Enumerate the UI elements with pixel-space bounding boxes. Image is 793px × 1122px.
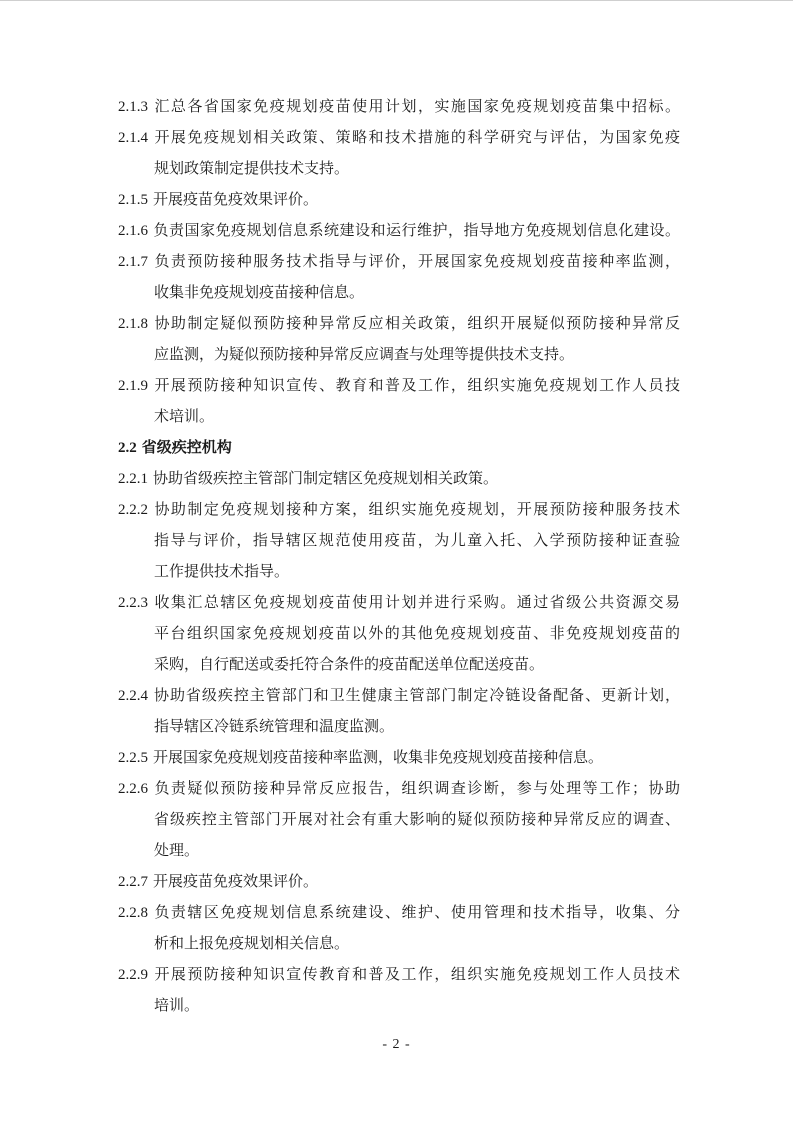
item-line [118,588,680,619]
list-item [118,371,680,433]
list-item [118,867,680,898]
list-item [118,216,680,247]
section-heading [118,433,680,464]
item-number: 2.1.3 [118,99,148,115]
list-item [118,588,680,681]
item-text: 指导辖区冷链系统管理和温度监测。 [154,719,395,735]
item-text: 开展疫苗免疫效果评价。 [153,192,319,208]
item-number: 2.2.6 [118,781,148,797]
list-item [118,464,680,495]
item-line [154,929,680,960]
item-text: 协助制定疑似预防接种异常反应相关政策，组织开展疑似预防接种异常反 [153,316,680,332]
item-number: 2.2.3 [118,595,148,611]
item-number: 2.1.4 [118,130,148,146]
item-line [118,681,680,712]
list-item [118,495,680,588]
item-line [118,464,680,495]
item-text: 应监测，为疑似预防接种异常反应调查与处理等提供技术支持。 [154,347,575,363]
item-number: 2.2.8 [118,905,148,921]
item-text: 协助制定免疫规划接种方案，组织实施免疫规划，开展预防接种服务技术 [153,502,680,518]
item-number: 2.1.6 [118,223,148,239]
item-line [154,805,680,836]
item-text: 开展免疫规划相关政策、策略和技术措施的科学研究与评估，为国家免疫 [153,130,680,146]
item-number: 2.1.8 [118,316,148,332]
item-text: 负责预防接种服务技术指导与评价，开展国家免疫规划疫苗接种率监测， [153,254,680,270]
item-line [154,526,680,557]
item-line [118,774,680,805]
item-text: 培训。 [154,998,200,1014]
page-number: - 2 - [382,1037,411,1052]
heading-number: 2.2 [118,440,137,456]
item-number: 2.2.1 [118,471,148,487]
item-line [118,898,680,929]
item-line [154,340,680,371]
item-line [154,557,680,588]
list-item [118,774,680,867]
list-item [118,898,680,960]
item-line [154,278,680,309]
item-line [118,216,680,247]
item-text: 负责疑似预防接种异常反应报告，组织调查诊断，参与处理等工作；协助 [153,781,680,797]
item-line [154,991,680,1022]
item-text: 规划政策制定提供技术支持。 [154,161,350,177]
item-text: 开展国家免疫规划疫苗接种率监测，收集非免疫规划疫苗接种信息。 [153,750,604,766]
item-text: 平台组织国家免疫规划疫苗以外的其他免疫规划疫苗、非免疫规划疫苗的 [154,626,680,642]
item-line [118,185,680,216]
item-number: 2.2.4 [118,688,148,704]
list-item [118,309,680,371]
item-text: 负责国家免疫规划信息系统建设和运行维护，指导地方免疫规划信息化建设。 [153,223,680,239]
list-item [118,743,680,774]
item-text: 汇总各省国家免疫规划疫苗使用计划，实施国家免疫规划疫苗集中招标。 [153,99,680,115]
item-number: 2.1.5 [118,192,148,208]
item-line [154,154,680,185]
list-item [118,960,680,1022]
item-number: 2.1.7 [118,254,148,270]
document-body [118,92,680,1022]
list-item [118,92,680,123]
item-text: 处理。 [154,843,200,859]
item-line [154,402,680,433]
item-line [118,123,680,154]
item-text: 负责辖区免疫规划信息系统建设、维护、使用管理和技术指导，收集、分 [153,905,680,921]
list-item [118,681,680,743]
item-text: 省级疾控主管部门开展对社会有重大影响的疑似预防接种异常反应的调查、 [154,812,680,828]
item-text: 工作提供技术指导。 [154,564,290,580]
item-number: 2.2.7 [118,874,148,890]
item-text: 收集汇总辖区免疫规划疫苗使用计划并进行采购。通过省级公共资源交易 [153,595,680,611]
item-text: 开展预防接种知识宣传教育和普及工作，组织实施免疫规划工作人员技术 [153,967,680,983]
list-item [118,185,680,216]
item-line [118,743,680,774]
heading-title: 省级疾控机构 [141,440,232,456]
item-line [118,247,680,278]
item-text: 协助省级疾控主管部门制定辖区免疫规划相关政策。 [153,471,499,487]
item-number: 2.2.9 [118,967,148,983]
item-text: 收集非免疫规划疫苗接种信息。 [154,285,365,301]
page-top-edge-line [0,0,793,1]
item-text: 协助省级疾控主管部门和卫生健康主管部门制定冷链设备配备、更新计划， [153,688,680,704]
item-text: 术培训。 [154,409,215,425]
item-line [154,619,680,650]
item-number: 2.2.2 [118,502,148,518]
item-text: 析和上报免疫规划相关信息。 [154,936,350,952]
list-item [118,247,680,309]
item-text: 指导与评价，指导辖区规范使用疫苗，为儿童入托、入学预防接种证查验 [154,533,680,549]
list-item [118,123,680,185]
item-text: 开展预防接种知识宣传、教育和普及工作，组织实施免疫规划工作人员技 [153,378,680,394]
item-number: 2.2.5 [118,750,148,766]
item-text: 采购，自行配送或委托符合条件的疫苗配送单位配送疫苗。 [154,657,545,673]
item-line [118,309,680,340]
item-line [154,836,680,867]
item-line [118,92,680,123]
item-line [154,650,680,681]
item-text: 开展疫苗免疫效果评价。 [153,874,319,890]
item-line [118,495,680,526]
item-line [118,867,680,898]
item-line [154,712,680,743]
item-number: 2.1.9 [118,378,148,394]
item-line [118,960,680,991]
item-line [118,371,680,402]
